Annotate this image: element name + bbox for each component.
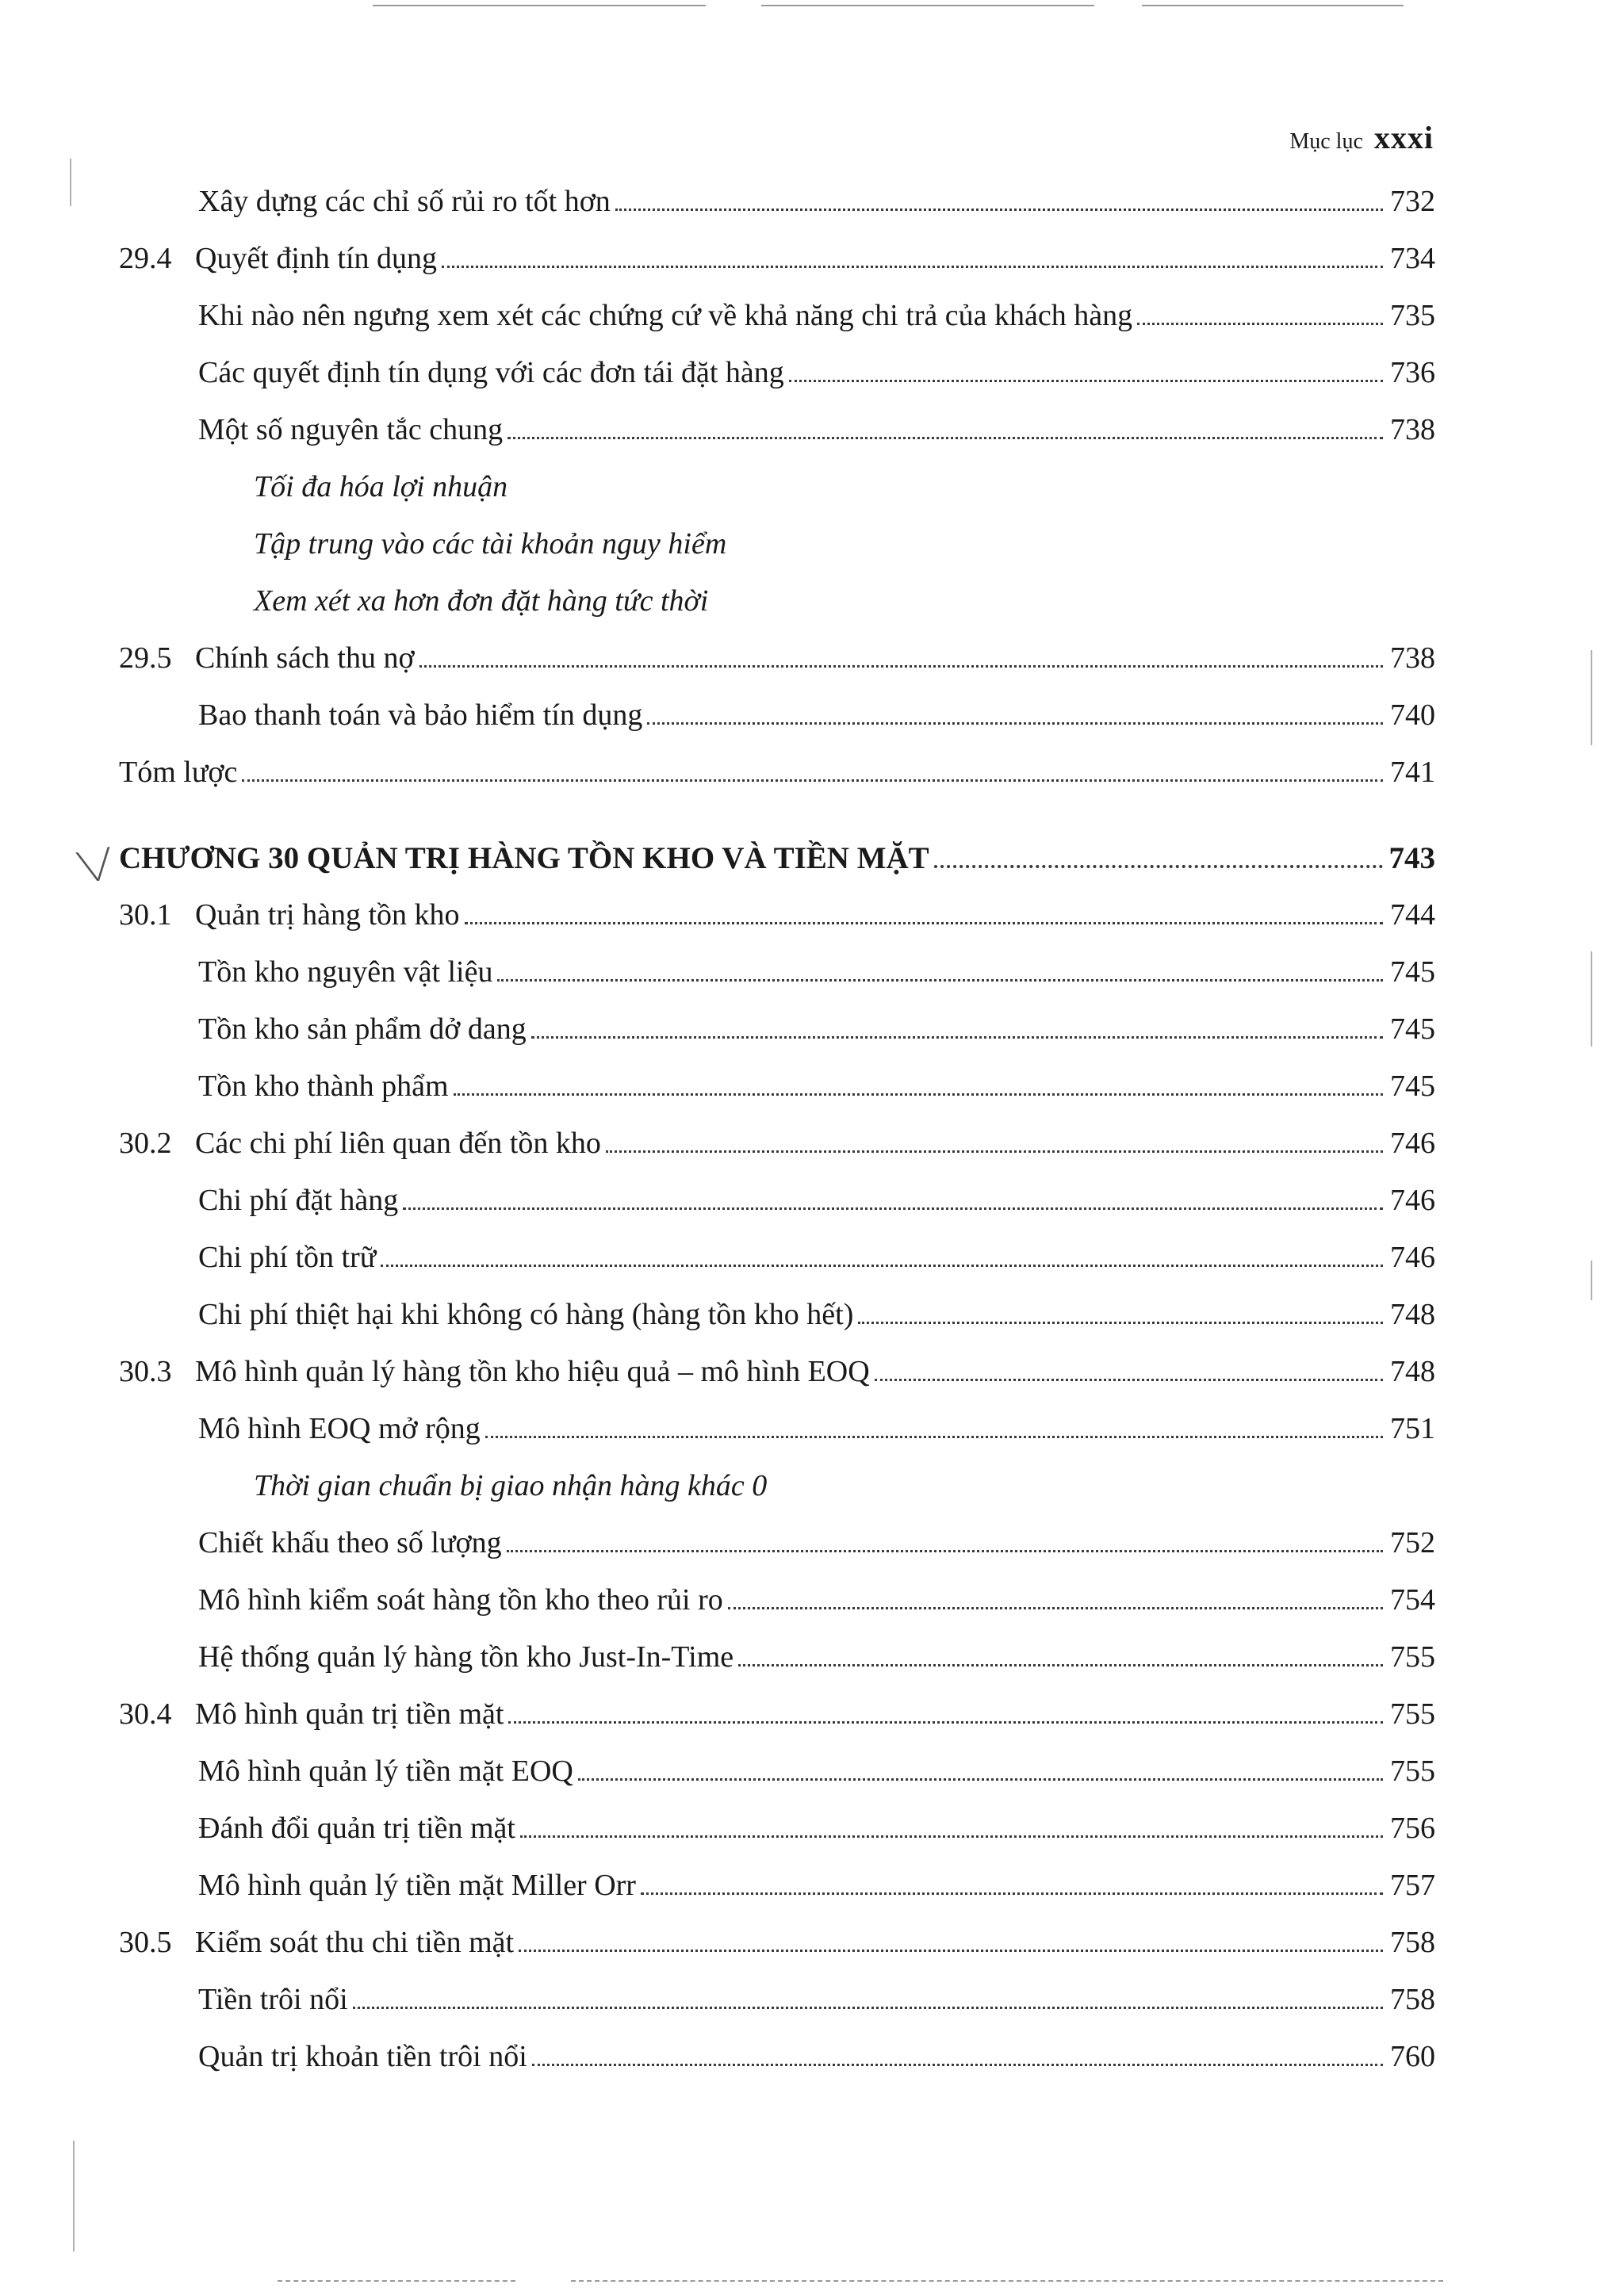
toc-entry-title: Xem xét xa hơn đơn đặt hàng tức thời	[254, 584, 709, 618]
toc-entry	[119, 355, 1435, 412]
toc-entry-title: Quản trị khoản tiền trôi nổi	[198, 2040, 527, 2073]
toc-entry	[119, 1297, 1435, 1354]
toc-chapter-title: CHƯƠNG 30 QUẢN TRỊ HÀNG TỒN KHO VÀ TIỀN MẶT	[119, 841, 929, 875]
dot-leader	[520, 1835, 1383, 1838]
dot-leader	[578, 1777, 1383, 1781]
toc-entry-title: Thời gian chuẩn bị giao nhận hàng khác 0	[254, 1469, 768, 1502]
toc-entry-page: 757	[1390, 1869, 1435, 1902]
toc-entry-page: 745	[1390, 955, 1435, 989]
dot-leader	[532, 2063, 1383, 2066]
scan-artifact-top-1	[373, 5, 706, 6]
toc-entry-page: 738	[1390, 641, 1435, 675]
toc-section-number: 30.2	[119, 1127, 172, 1160]
toc-entry-title: Mô hình quản lý hàng tồn kho hiệu quả – mô hình EOQ	[195, 1355, 870, 1388]
toc-entry-page: 752	[1390, 1526, 1435, 1559]
toc-entry-title: Đánh đổi quản trị tiền mặt	[198, 1812, 515, 1845]
dot-leader	[507, 1549, 1383, 1552]
dot-leader	[728, 1606, 1383, 1609]
toc-entry-page: 735	[1390, 299, 1435, 332]
dot-leader	[454, 1093, 1383, 1096]
toc-entry-page: 758	[1390, 1926, 1435, 1959]
toc-entry-italic	[119, 1468, 1435, 1525]
toc-entry-title: Tập trung vào các tài khoản nguy hiểm	[254, 527, 727, 561]
toc-entry-page: 755	[1390, 1697, 1435, 1731]
dot-leader	[465, 921, 1383, 924]
toc-entry	[119, 1754, 1435, 1811]
toc-entry-page: 744	[1390, 898, 1435, 932]
toc-entry	[119, 641, 1435, 698]
toc-entry-title: Chi phí đặt hàng	[198, 1184, 399, 1217]
dot-leader	[641, 1892, 1383, 1895]
toc-entry-title: Tồn kho sản phẩm dở dang	[198, 1012, 527, 1046]
toc-entry	[119, 698, 1435, 755]
toc-entry	[119, 1697, 1435, 1754]
toc-entry	[119, 897, 1435, 955]
dot-leader	[419, 664, 1383, 668]
toc-entry	[119, 1640, 1435, 1697]
scan-artifact-top-3	[1142, 5, 1404, 6]
scan-artifact-left-2	[73, 2141, 75, 2252]
scan-artifact-bottom-2	[571, 2280, 1443, 2282]
running-head	[1289, 119, 1434, 156]
toc-entry-title: Khi nào nên ngưng xem xét các chứng cứ về khả năng chi trả của khách hàng	[198, 299, 1133, 332]
toc-entry	[119, 955, 1435, 1012]
toc-entry	[119, 1354, 1435, 1411]
dot-leader	[508, 1720, 1383, 1724]
toc-entry	[119, 1525, 1435, 1582]
toc-entry-page: 746	[1390, 1127, 1435, 1160]
dot-leader	[858, 1321, 1383, 1324]
dot-leader	[875, 1378, 1383, 1381]
dot-leader	[508, 436, 1383, 439]
toc-entry-title: Tiền trôi nổi	[198, 1983, 348, 2016]
toc-entry-title: Kiểm soát thu chi tiền mặt	[195, 1926, 515, 1959]
toc-entry-title: Chiết khấu theo số lượng	[198, 1526, 502, 1559]
toc-entry-page: 734	[1390, 242, 1435, 275]
toc-entry	[119, 1925, 1435, 1982]
toc-section-number: 29.5	[119, 641, 172, 675]
toc-entry-page: 745	[1390, 1012, 1435, 1046]
toc-entry-title: Xây dựng các chỉ số rủi ro tốt hơn	[198, 185, 611, 218]
dot-leader	[647, 721, 1383, 725]
toc-entry-page: 740	[1390, 698, 1435, 732]
toc-entry-page: 758	[1390, 1983, 1435, 2016]
dot-leader	[738, 1663, 1383, 1667]
toc-entry-page: 746	[1390, 1241, 1435, 1274]
toc-entry-title: Hệ thống quản lý hàng tồn kho Just-In-Time	[198, 1640, 734, 1674]
toc-entry-page: 755	[1390, 1755, 1435, 1788]
toc-entry	[119, 1582, 1435, 1640]
dot-leader	[442, 265, 1383, 268]
dot-leader	[381, 1264, 1383, 1267]
toc-entry-page: 732	[1390, 185, 1435, 218]
toc-entry-title: Quyết định tín dụng	[195, 242, 438, 275]
toc-entry	[119, 184, 1435, 241]
pen-mark: ╲╱	[77, 848, 114, 884]
toc-entry-italic	[119, 584, 1435, 641]
toc-entry-title: Các chi phí liên quan đến tồn kho	[195, 1127, 601, 1160]
toc-section-number: 30.1	[119, 898, 172, 932]
toc-section-number: 30.5	[119, 1926, 172, 1959]
table-of-contents	[119, 184, 1435, 2096]
toc-entry-title: Chi phí tồn trữ	[198, 1241, 377, 1274]
toc-entry-page: 748	[1390, 1298, 1435, 1331]
toc-entry	[119, 755, 1435, 812]
toc-entry-title: Tóm lược	[119, 756, 238, 789]
toc-entry-title: Chi phí thiệt hại khi không có hàng (hàng tồn kho hết)	[198, 1298, 854, 1331]
dot-leader	[403, 1207, 1383, 1210]
toc-entry-title: Chính sách thu nợ	[195, 641, 415, 675]
scan-artifact-left-1	[70, 159, 71, 206]
toc-entry-title: Quản trị hàng tồn kho	[195, 898, 460, 932]
toc-entry	[119, 1183, 1435, 1240]
toc-entry-title: Mô hình quản lý tiền mặt Miller Orr	[198, 1869, 636, 1902]
toc-entry-page: 754	[1390, 1583, 1435, 1617]
toc-section-number: 29.4	[119, 242, 172, 275]
dot-leader	[789, 379, 1383, 382]
toc-entry-title: Tồn kho thành phẩm	[198, 1070, 449, 1103]
toc-entry-page: 751	[1390, 1412, 1435, 1445]
toc-entry-title: Bao thanh toán và bảo hiểm tín dụng	[198, 698, 643, 732]
toc-entry-page: 746	[1390, 1184, 1435, 1217]
toc-entry	[119, 1126, 1435, 1183]
toc-entry-title: Mô hình quản trị tiền mặt	[195, 1697, 504, 1731]
toc-entry-page: 748	[1390, 1355, 1435, 1388]
toc-entry-page: 741	[1390, 756, 1435, 789]
dot-leader	[485, 1435, 1383, 1438]
toc-entry	[119, 1868, 1435, 1925]
toc-entry	[119, 2039, 1435, 2096]
dot-leader	[353, 2006, 1383, 2009]
toc-entry-page: 756	[1390, 1812, 1435, 1845]
toc-entry-page: 760	[1390, 2040, 1435, 2073]
dot-leader	[606, 1150, 1383, 1153]
toc-entry-page: 736	[1390, 356, 1435, 389]
scan-artifact-right-2	[1591, 951, 1592, 1047]
toc-entry	[119, 1811, 1435, 1868]
toc-entry-title: Mô hình kiểm soát hàng tồn kho theo rủi ro	[198, 1583, 723, 1617]
toc-entry-title: Một số nguyên tắc chung	[198, 413, 504, 446]
toc-entry	[119, 1240, 1435, 1297]
dot-leader	[242, 779, 1383, 782]
toc-entry	[119, 1069, 1435, 1126]
toc-entry-page: 738	[1390, 413, 1435, 446]
dot-leader	[934, 864, 1383, 868]
running-head-page-number: xxxi	[1373, 120, 1434, 155]
toc-entry-title: Mô hình quản lý tiền mặt EOQ	[198, 1755, 573, 1788]
toc-entry-title: Mô hình EOQ mở rộng	[198, 1412, 481, 1445]
toc-entry-title: Tồn kho nguyên vật liệu	[198, 955, 493, 989]
dot-leader	[519, 1949, 1383, 1952]
toc-entry	[119, 1012, 1435, 1069]
dot-leader	[497, 978, 1383, 982]
toc-entry	[119, 298, 1435, 355]
toc-entry	[119, 1982, 1435, 2039]
dot-leader	[531, 1035, 1383, 1039]
toc-entry-page: 745	[1390, 1070, 1435, 1103]
toc-entry-italic	[119, 469, 1435, 526]
toc-chapter-heading	[119, 840, 1435, 897]
toc-entry	[119, 1411, 1435, 1468]
toc-entry-title: Tối đa hóa lợi nhuận	[254, 470, 508, 503]
scan-artifact-bottom-1	[278, 2280, 515, 2282]
toc-entry-title: Các quyết định tín dụng với các đơn tái đặt hàng	[198, 356, 784, 389]
toc-entry-page: 755	[1390, 1640, 1435, 1674]
toc-section-number: 30.4	[119, 1697, 172, 1731]
scan-artifact-right-3	[1591, 1261, 1592, 1300]
scan-artifact-top-2	[761, 5, 1094, 6]
toc-entry-page: 743	[1388, 841, 1435, 875]
toc-entry	[119, 241, 1435, 298]
toc-entry-italic	[119, 526, 1435, 584]
scan-artifact-right-1	[1591, 650, 1592, 745]
dot-leader	[1137, 322, 1383, 325]
running-head-label: Mục lục	[1289, 129, 1363, 154]
toc-entry	[119, 412, 1435, 469]
dot-leader	[615, 208, 1383, 211]
toc-section-number: 30.3	[119, 1355, 172, 1388]
